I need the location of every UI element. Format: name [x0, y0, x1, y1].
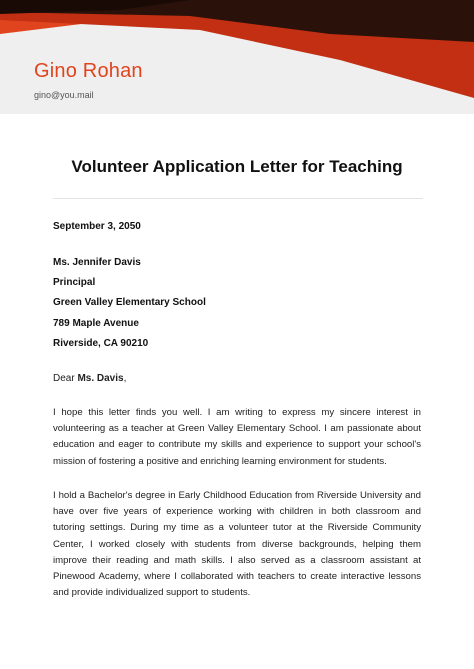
- recipient-city: Riverside, CA 90210: [53, 338, 149, 349]
- recipient-organization: Green Valley Elementary School: [53, 297, 206, 308]
- letter-date: September 3, 2050: [53, 221, 141, 232]
- sender-email: gino@you.mail: [34, 90, 94, 100]
- body-paragraph-2: I hold a Bachelor's degree in Early Childhood Education from Riverside University and have over five years of experience working with children in both classroom and tutoring settings. During my time as a volunteer tutor at the Riverside Community Center, I worked closely with students from diverse backgrounds, helping them improve their reading and math skills. I also served as a classroom assistant at Pinewood Academy, where I collaborated with teachers to create interactive lessons and provide individualized support to students.: [53, 490, 421, 599]
- salutation-name: Ms. Davis: [77, 373, 124, 384]
- recipient-name: Ms. Jennifer Davis: [53, 257, 141, 268]
- letter-title: Volunteer Application Letter for Teaching: [71, 157, 403, 176]
- recipient-street: 789 Maple Avenue: [53, 318, 139, 329]
- salutation-prefix: Dear: [53, 373, 78, 384]
- salutation-suffix: ,: [123, 373, 127, 384]
- sender-name: Gino Rohan: [34, 60, 143, 82]
- body-paragraph-1: I hope this letter finds you well. I am writing to express my sincere interest in volunteering as a teacher at Green Valley Elementary School. I am passionate about education and eager to contribute my skills and experience to support your school's mission of fostering a positive and enriching learning environment for students.: [53, 407, 421, 467]
- letterhead: [0, 0, 474, 114]
- salutation: [53, 373, 126, 384]
- title-divider: [53, 198, 423, 199]
- recipient-position: Principal: [53, 277, 96, 288]
